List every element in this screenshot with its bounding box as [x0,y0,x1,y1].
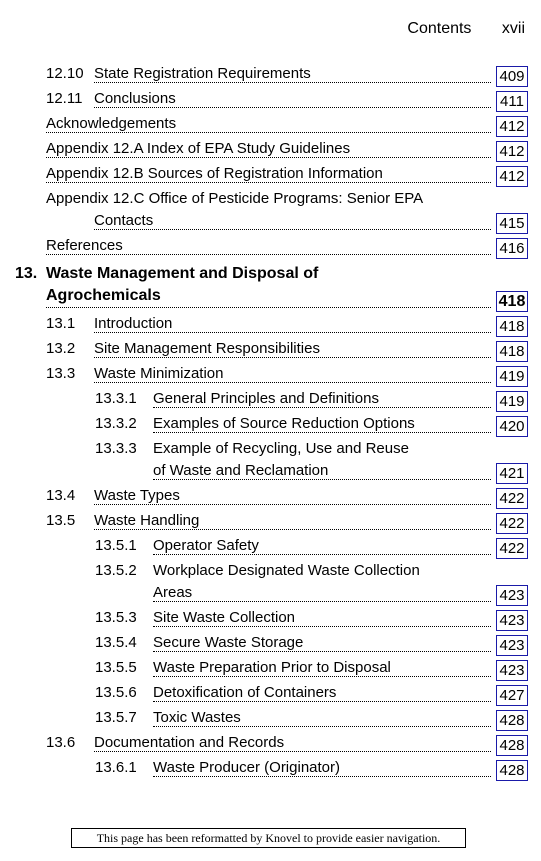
page-link-box[interactable]: 412 [496,141,528,162]
page-link-box[interactable]: 427 [496,685,528,706]
toc-entry[interactable] [0,337,541,362]
toc-entry-number: 13.5.6 [95,684,137,701]
toc-entry-title[interactable]: Documentation and Records [94,734,287,751]
toc-entry-title[interactable]: State Registration Requirements [94,65,314,82]
toc-entry[interactable] [0,234,541,259]
page-link-box[interactable]: 412 [496,116,528,137]
page-link-box[interactable]: 409 [496,66,528,87]
toc-entry-number: 13.4 [46,487,76,504]
page-link-box[interactable]: 422 [496,513,528,534]
toc-entry[interactable] [0,62,541,87]
toc-entry-title[interactable]: Detoxification of Containers [153,684,339,701]
toc-entry-title[interactable]: Conclusions [94,90,179,107]
running-head-label: Contents [407,20,472,37]
page-link-box[interactable]: 416 [496,238,528,259]
toc-entry[interactable] [0,559,541,606]
toc-entry[interactable] [0,362,541,387]
page-link-box[interactable]: 419 [496,391,528,412]
toc-entry-number: 12.10 [46,65,84,82]
toc-entry-number: 13.3.3 [95,440,137,457]
toc-entry-title-continuation[interactable]: Agrochemicals [46,287,164,305]
toc-entry-title[interactable]: Waste Minimization [94,365,226,382]
toc-entry-number: 13.5 [46,512,76,529]
knovel-footer-note: This page has been reformatted by Knovel to provide easier navigation. [71,828,466,848]
toc-entry-title[interactable]: Waste Types [94,487,183,504]
toc-entry-number: 13.5.4 [95,634,137,651]
toc-entry[interactable] [0,756,541,781]
toc-entry-title[interactable]: Secure Waste Storage [153,634,306,651]
toc-entry-number: 13.6 [46,734,76,751]
toc-entry[interactable] [0,509,541,534]
page-link-box[interactable]: 422 [496,488,528,509]
toc-chapter-entry[interactable] [0,262,541,312]
toc-entry[interactable] [0,162,541,187]
page-link-box[interactable]: 423 [496,635,528,656]
page-link-box[interactable]: 418 [496,291,528,312]
toc-entry[interactable] [0,387,541,412]
toc-entry[interactable] [0,706,541,731]
toc-entry-title[interactable]: References [46,237,126,254]
toc-entry-number: 13.5.1 [95,537,137,554]
page-link-box[interactable]: 415 [496,213,528,234]
toc-entry[interactable] [0,187,541,234]
toc-entry-title[interactable]: General Principles and Definitions [153,390,382,407]
toc-entry[interactable] [0,534,541,559]
toc-entry[interactable] [0,87,541,112]
toc-entry[interactable] [0,631,541,656]
toc-entry[interactable] [0,112,541,137]
toc-entry[interactable] [0,656,541,681]
page-link-box[interactable]: 423 [496,660,528,681]
toc-entry-title[interactable]: Examples of Source Reduction Options [153,415,418,432]
page-link-box[interactable]: 418 [496,341,528,362]
table-of-contents [0,62,541,781]
page-link-box[interactable]: 420 [496,416,528,437]
toc-entry-title[interactable]: Site Management Responsibilities [94,340,323,357]
page-link-box[interactable]: 421 [496,463,528,484]
toc-entry-title[interactable]: Site Waste Collection [153,609,298,626]
toc-entry-title-continuation[interactable]: Contacts [94,212,156,229]
page-link-box[interactable]: 411 [496,91,528,112]
dot-leader [153,600,491,602]
toc-entry[interactable] [0,606,541,631]
toc-entry-number: 13. [15,265,38,282]
toc-entry-title[interactable]: Toxic Wastes [153,709,244,726]
toc-entry-number: 13.1 [46,315,76,332]
page-link-box[interactable]: 419 [496,366,528,387]
toc-entry[interactable] [0,437,541,484]
dot-leader [46,306,491,308]
toc-entry-title-continuation[interactable]: Areas [153,584,195,601]
toc-entry[interactable] [0,484,541,509]
page-link-box[interactable]: 412 [496,166,528,187]
toc-entry-title[interactable]: Operator Safety [153,537,262,554]
toc-entry-title[interactable]: Introduction [94,315,175,332]
toc-entry-title[interactable]: Waste Management and Disposal of [46,265,321,283]
toc-entry-number: 13.2 [46,340,76,357]
page-link-box[interactable]: 418 [496,316,528,337]
toc-entry-number: 13.5.5 [95,659,137,676]
page-number-roman: xvii [501,20,525,37]
toc-entry[interactable] [0,312,541,337]
page-link-box[interactable]: 422 [496,538,528,559]
toc-entry-title[interactable]: Appendix 12.A Index of EPA Study Guidelines [46,140,353,157]
toc-entry-number: 13.3.1 [95,390,137,407]
toc-entry[interactable] [0,137,541,162]
page-link-box[interactable]: 423 [496,585,528,606]
toc-entry[interactable] [0,731,541,756]
page-link-box[interactable]: 428 [496,760,528,781]
page-header [407,20,525,38]
toc-entry-number: 13.5.7 [95,709,137,726]
toc-entry-title[interactable]: Appendix 12.C Office of Pesticide Programs: Senior EPA [46,190,426,207]
toc-entry-number: 13.3 [46,365,76,382]
toc-entry[interactable] [0,412,541,437]
toc-entry-title[interactable]: Appendix 12.B Sources of Registration Information [46,165,386,182]
toc-entry-number: 12.11 [46,90,83,107]
toc-entry-title[interactable]: Acknowledgements [46,115,179,132]
page-link-box[interactable]: 428 [496,710,528,731]
toc-entry-number: 13.3.2 [95,415,137,432]
toc-entry[interactable] [0,681,541,706]
toc-entry-number: 13.5.2 [95,562,137,579]
toc-entry-number: 13.6.1 [95,759,137,776]
toc-entry-title[interactable]: Waste Producer (Originator) [153,759,343,776]
toc-entry-title[interactable]: Waste Handling [94,512,202,529]
toc-entry-title-continuation[interactable]: of Waste and Reclamation [153,462,331,479]
toc-entry-title[interactable]: Example of Recycling, Use and Reuse [153,440,412,457]
toc-entry-title[interactable]: Workplace Designated Waste Collection [153,562,423,579]
page-link-box[interactable]: 423 [496,610,528,631]
page-link-box[interactable]: 428 [496,735,528,756]
toc-entry-number: 13.5.3 [95,609,137,626]
toc-entry-title[interactable]: Waste Preparation Prior to Disposal [153,659,394,676]
